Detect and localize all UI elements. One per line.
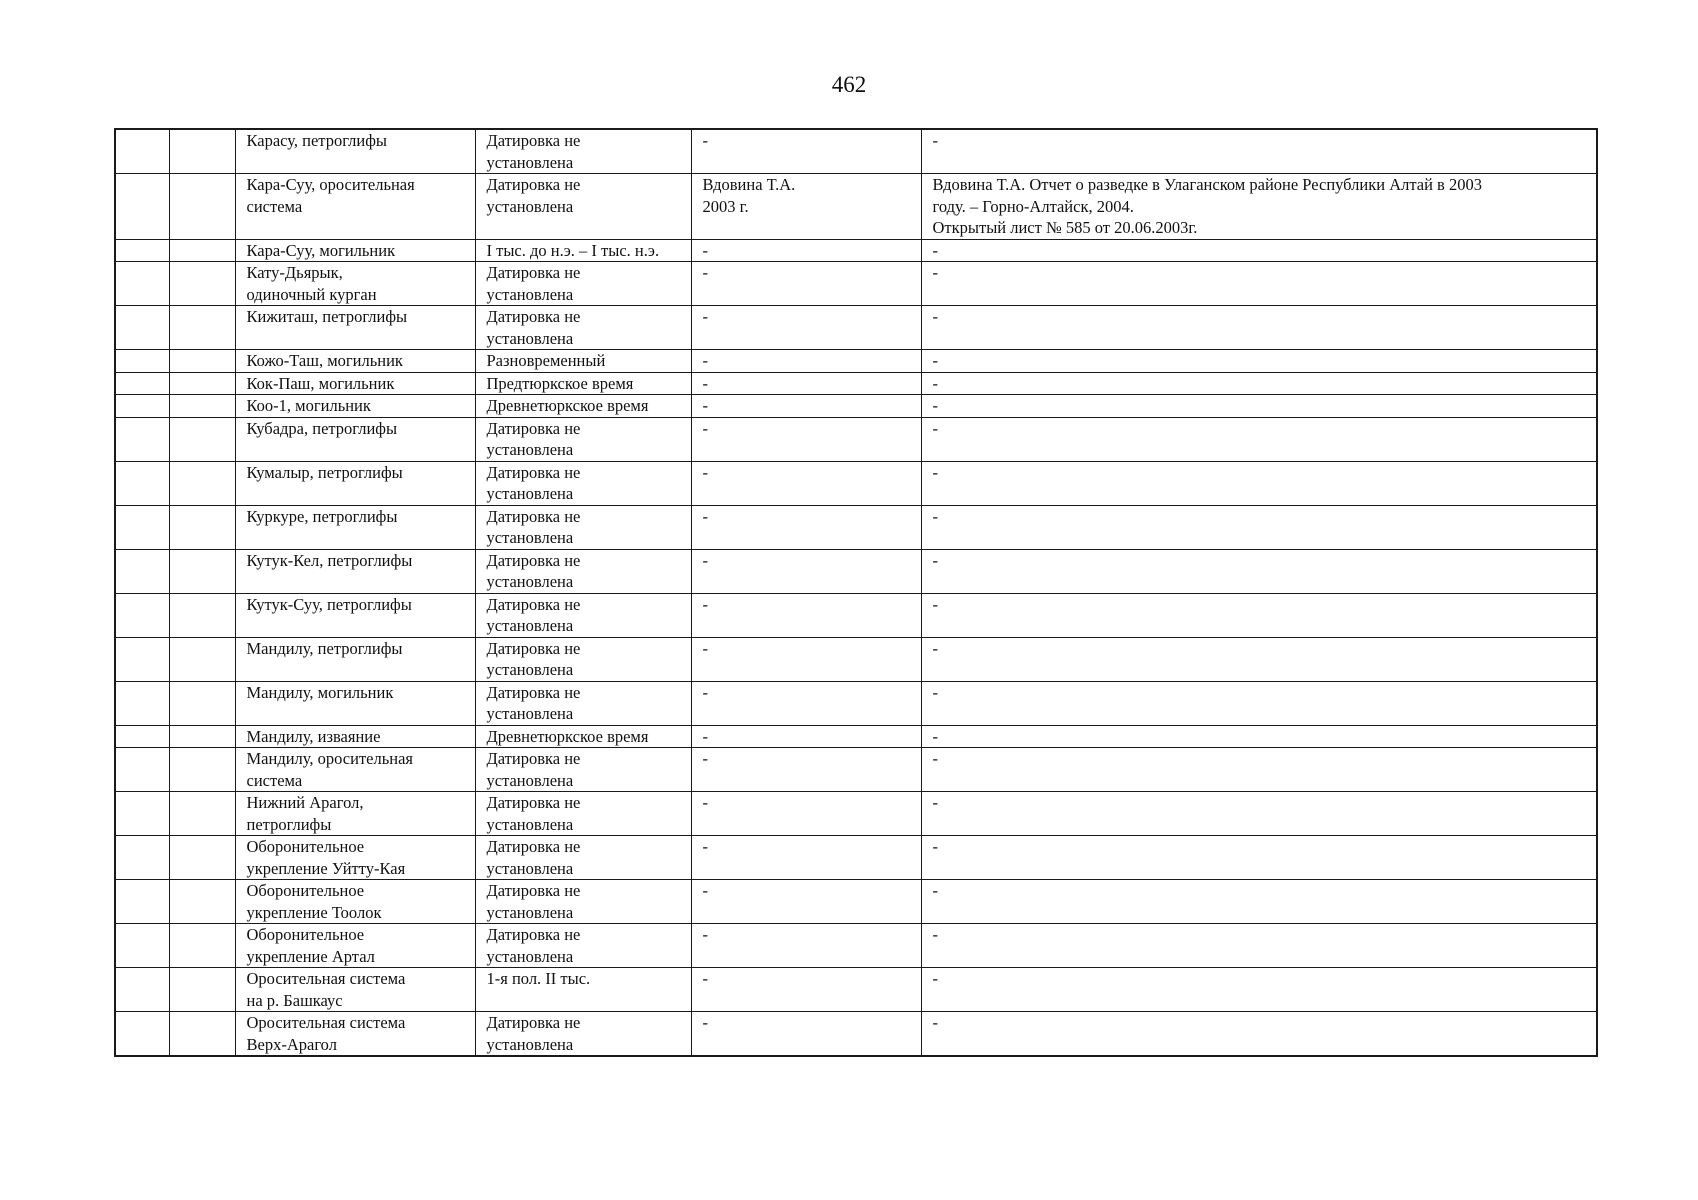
monument-name-cell: Оборонительное укрепление Артал: [235, 924, 475, 968]
author-cell: -: [691, 549, 921, 593]
author-cell: -: [691, 262, 921, 306]
monument-name-cell: Кутук-Суу, петроглифы: [235, 593, 475, 637]
code-cell: [169, 239, 235, 262]
dating-cell: Древнетюркское время: [475, 725, 691, 748]
dating-cell: Датировка не установлена: [475, 924, 691, 968]
table-row: [115, 792, 1597, 836]
source-cell: -: [921, 372, 1597, 395]
table-row: [115, 549, 1597, 593]
author-cell: -: [691, 505, 921, 549]
dating-cell: Датировка не установлена: [475, 549, 691, 593]
code-cell: [169, 748, 235, 792]
author-cell: -: [691, 968, 921, 1012]
code-cell: [169, 461, 235, 505]
author-cell: -: [691, 748, 921, 792]
dating-cell: Датировка не установлена: [475, 174, 691, 240]
table-row: [115, 880, 1597, 924]
monument-name-cell: Кумалыр, петроглифы: [235, 461, 475, 505]
code-cell: [169, 549, 235, 593]
code-cell: [169, 681, 235, 725]
number-cell: [115, 505, 169, 549]
table-row: [115, 968, 1597, 1012]
monument-name-cell: Коо-1, могильник: [235, 395, 475, 418]
number-cell: [115, 262, 169, 306]
author-cell: Вдовина Т.А. 2003 г.: [691, 174, 921, 240]
table-row: [115, 1012, 1597, 1057]
code-cell: [169, 593, 235, 637]
author-cell: -: [691, 725, 921, 748]
author-cell: -: [691, 372, 921, 395]
dating-cell: Датировка не установлена: [475, 880, 691, 924]
source-cell: -: [921, 262, 1597, 306]
source-cell: -: [921, 129, 1597, 174]
table-row: [115, 637, 1597, 681]
author-cell: -: [691, 593, 921, 637]
monuments-table: [114, 128, 1598, 1057]
code-cell: [169, 725, 235, 748]
source-cell: Вдовина Т.А. Отчет о разведке в Улаганском районе Республики Алтай в 2003 году. – Горно-Алтайск, 2004. Открытый лист № 585 от 20.06.2003г.: [921, 174, 1597, 240]
source-cell: -: [921, 836, 1597, 880]
monument-name-cell: Куркуре, петроглифы: [235, 505, 475, 549]
code-cell: [169, 880, 235, 924]
dating-cell: Датировка не установлена: [475, 681, 691, 725]
number-cell: [115, 725, 169, 748]
dating-cell: Датировка не установлена: [475, 505, 691, 549]
dating-cell: Датировка не установлена: [475, 748, 691, 792]
source-cell: -: [921, 350, 1597, 373]
source-cell: -: [921, 748, 1597, 792]
number-cell: [115, 417, 169, 461]
source-cell: -: [921, 968, 1597, 1012]
source-cell: -: [921, 239, 1597, 262]
table-row: [115, 505, 1597, 549]
table-row: [115, 174, 1597, 240]
source-cell: -: [921, 880, 1597, 924]
table-row: [115, 262, 1597, 306]
monument-name-cell: Кок-Паш, могильник: [235, 372, 475, 395]
monument-name-cell: Мандилу, петроглифы: [235, 637, 475, 681]
monument-name-cell: Кубадра, петроглифы: [235, 417, 475, 461]
monument-name-cell: Кожо-Таш, могильник: [235, 350, 475, 373]
monument-name-cell: Оросительная система Верх-Арагол: [235, 1012, 475, 1057]
number-cell: [115, 593, 169, 637]
monument-name-cell: Мандилу, оросительная система: [235, 748, 475, 792]
number-cell: [115, 239, 169, 262]
table-row: [115, 417, 1597, 461]
table-row: [115, 129, 1597, 174]
dating-cell: Датировка не установлена: [475, 1012, 691, 1057]
source-cell: -: [921, 725, 1597, 748]
author-cell: -: [691, 924, 921, 968]
dating-cell: Датировка не установлена: [475, 792, 691, 836]
source-cell: -: [921, 924, 1597, 968]
table-row: [115, 350, 1597, 373]
monument-name-cell: Карасу, петроглифы: [235, 129, 475, 174]
monument-name-cell: Оросительная система на р. Башкаус: [235, 968, 475, 1012]
source-cell: -: [921, 549, 1597, 593]
number-cell: [115, 748, 169, 792]
author-cell: -: [691, 461, 921, 505]
code-cell: [169, 350, 235, 373]
monument-name-cell: Кутук-Кел, петроглифы: [235, 549, 475, 593]
number-cell: [115, 395, 169, 418]
dating-cell: Датировка не установлена: [475, 262, 691, 306]
code-cell: [169, 637, 235, 681]
author-cell: -: [691, 417, 921, 461]
code-cell: [169, 306, 235, 350]
table-row: [115, 593, 1597, 637]
author-cell: -: [691, 836, 921, 880]
number-cell: [115, 924, 169, 968]
page-number: 462: [831, 72, 867, 97]
table-row: [115, 924, 1597, 968]
source-cell: -: [921, 1012, 1597, 1057]
dating-cell: Датировка не установлена: [475, 637, 691, 681]
table-row: [115, 372, 1597, 395]
number-cell: [115, 306, 169, 350]
number-cell: [115, 461, 169, 505]
dating-cell: Датировка не установлена: [475, 129, 691, 174]
author-cell: -: [691, 129, 921, 174]
dating-cell: Датировка не установлена: [475, 593, 691, 637]
number-cell: [115, 968, 169, 1012]
number-cell: [115, 372, 169, 395]
dating-cell: Древнетюркское время: [475, 395, 691, 418]
monument-name-cell: Мандилу, изваяние: [235, 725, 475, 748]
table-row: [115, 681, 1597, 725]
code-cell: [169, 417, 235, 461]
code-cell: [169, 372, 235, 395]
dating-cell: Разновременный: [475, 350, 691, 373]
table-row: [115, 461, 1597, 505]
number-cell: [115, 549, 169, 593]
source-cell: -: [921, 637, 1597, 681]
number-cell: [115, 350, 169, 373]
author-cell: -: [691, 880, 921, 924]
table-row: [115, 748, 1597, 792]
source-cell: -: [921, 681, 1597, 725]
author-cell: -: [691, 681, 921, 725]
table-row: [115, 306, 1597, 350]
table-body: [115, 129, 1597, 1056]
dating-cell: Датировка не установлена: [475, 461, 691, 505]
code-cell: [169, 174, 235, 240]
dating-cell: 1-я пол. II тыс.: [475, 968, 691, 1012]
source-cell: -: [921, 417, 1597, 461]
monument-name-cell: Кара-Суу, оросительная система: [235, 174, 475, 240]
table-row: [115, 836, 1597, 880]
author-cell: -: [691, 792, 921, 836]
number-cell: [115, 129, 169, 174]
code-cell: [169, 792, 235, 836]
code-cell: [169, 395, 235, 418]
author-cell: -: [691, 637, 921, 681]
number-cell: [115, 681, 169, 725]
dating-cell: Датировка не установлена: [475, 836, 691, 880]
dating-cell: Датировка не установлена: [475, 306, 691, 350]
number-cell: [115, 836, 169, 880]
number-cell: [115, 1012, 169, 1057]
author-cell: -: [691, 1012, 921, 1057]
source-cell: -: [921, 593, 1597, 637]
monument-name-cell: Мандилу, могильник: [235, 681, 475, 725]
monument-name-cell: Кара-Суу, могильник: [235, 239, 475, 262]
code-cell: [169, 1012, 235, 1057]
source-cell: -: [921, 792, 1597, 836]
dating-cell: Предтюркское время: [475, 372, 691, 395]
number-cell: [115, 174, 169, 240]
dating-cell: I тыс. до н.э. – I тыс. н.э.: [475, 239, 691, 262]
code-cell: [169, 505, 235, 549]
table-row: [115, 239, 1597, 262]
source-cell: -: [921, 306, 1597, 350]
code-cell: [169, 968, 235, 1012]
number-cell: [115, 792, 169, 836]
number-cell: [115, 637, 169, 681]
author-cell: -: [691, 239, 921, 262]
monument-name-cell: Оборонительное укрепление Уйтту-Кая: [235, 836, 475, 880]
monument-name-cell: Кату-Дьярык, одиночный курган: [235, 262, 475, 306]
code-cell: [169, 836, 235, 880]
source-cell: -: [921, 505, 1597, 549]
table-row: [115, 395, 1597, 418]
source-cell: -: [921, 395, 1597, 418]
monument-name-cell: Нижний Арагол, петроглифы: [235, 792, 475, 836]
code-cell: [169, 924, 235, 968]
code-cell: [169, 262, 235, 306]
source-cell: -: [921, 461, 1597, 505]
author-cell: -: [691, 350, 921, 373]
author-cell: -: [691, 395, 921, 418]
number-cell: [115, 880, 169, 924]
code-cell: [169, 129, 235, 174]
author-cell: -: [691, 306, 921, 350]
monument-name-cell: Кижиташ, петроглифы: [235, 306, 475, 350]
table-row: [115, 725, 1597, 748]
monument-name-cell: Оборонительное укрепление Тоолок: [235, 880, 475, 924]
dating-cell: Датировка не установлена: [475, 417, 691, 461]
